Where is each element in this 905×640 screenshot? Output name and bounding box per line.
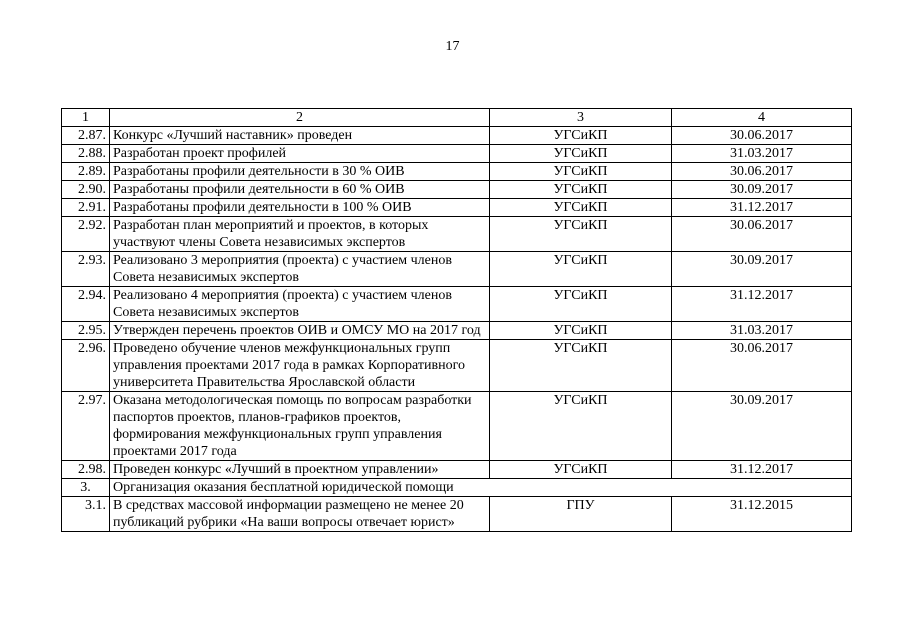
row-number: 2.96. — [62, 340, 110, 392]
header-cell-2: 2 — [110, 109, 490, 127]
table-header-row — [62, 109, 852, 127]
row-responsible: УГСиКП — [490, 392, 672, 461]
table-row — [62, 322, 852, 340]
row-number: 2.90. — [62, 181, 110, 199]
row-description: Разработаны профили деятельности в 30 % ОИВ — [110, 163, 490, 181]
row-number: 2.91. — [62, 199, 110, 217]
table-row — [62, 392, 852, 461]
row-date: 31.03.2017 — [672, 145, 852, 163]
row-responsible: УГСиКП — [490, 163, 672, 181]
table-row — [62, 252, 852, 287]
row-date: 31.12.2015 — [672, 497, 852, 532]
table-row — [62, 163, 852, 181]
header-cell-1: 1 — [62, 109, 110, 127]
row-number: 2.98. — [62, 461, 110, 479]
table-row — [62, 497, 852, 532]
row-date: 30.09.2017 — [672, 252, 852, 287]
row-responsible: УГСиКП — [490, 340, 672, 392]
table-row — [62, 287, 852, 322]
row-date: 31.12.2017 — [672, 199, 852, 217]
row-responsible: УГСиКП — [490, 199, 672, 217]
table-row — [62, 127, 852, 145]
row-date: 31.12.2017 — [672, 461, 852, 479]
row-responsible: УГСиКП — [490, 181, 672, 199]
row-description: Реализовано 3 мероприятия (проекта) с участием членов Совета независимых экспертов — [110, 252, 490, 287]
row-date: 31.12.2017 — [672, 287, 852, 322]
row-description: Реализовано 4 мероприятия (проекта) с участием членов Совета независимых экспертов — [110, 287, 490, 322]
row-date: 31.03.2017 — [672, 322, 852, 340]
row-date: 30.09.2017 — [672, 181, 852, 199]
table-row — [62, 181, 852, 199]
row-responsible: УГСиКП — [490, 127, 672, 145]
row-number: 2.88. — [62, 145, 110, 163]
header-cell-3: 3 — [490, 109, 672, 127]
row-number: 2.95. — [62, 322, 110, 340]
page-number: 17 — [445, 39, 460, 54]
row-description: Разработаны профили деятельности в 100 % ОИВ — [110, 199, 490, 217]
table-row — [62, 461, 852, 479]
row-description: Разработаны профили деятельности в 60 % ОИВ — [110, 181, 490, 199]
row-date: 30.06.2017 — [672, 127, 852, 145]
row-number: 2.94. — [62, 287, 110, 322]
row-responsible: УГСиКП — [490, 461, 672, 479]
section-number: 3. — [62, 479, 110, 497]
row-responsible: ГПУ — [490, 497, 672, 532]
row-responsible: УГСиКП — [490, 287, 672, 322]
row-date: 30.09.2017 — [672, 392, 852, 461]
section-title: Организация оказания бесплатной юридической помощи — [110, 479, 852, 497]
section-row — [62, 479, 852, 497]
table-row — [62, 145, 852, 163]
row-description: В средствах массовой информации размещено не менее 20 публикаций рубрики «На ваши вопросы отвечает юрист» — [110, 497, 490, 532]
row-description: Оказана методологическая помощь по вопросам разработки паспортов проектов, планов-графиков проектов, формирования межфункциональных групп управления проектами 2017 года — [110, 392, 490, 461]
row-responsible: УГСиКП — [490, 145, 672, 163]
row-number: 2.97. — [62, 392, 110, 461]
row-number: 3.1. — [62, 497, 110, 532]
row-responsible: УГСиКП — [490, 252, 672, 287]
row-responsible: УГСиКП — [490, 322, 672, 340]
table-row — [62, 340, 852, 392]
row-responsible: УГСиКП — [490, 217, 672, 252]
row-description: Проведено обучение членов межфункциональных групп управления проектами 2017 года в рамках Корпоративного университета Правительства Ярославской области — [110, 340, 490, 392]
row-description: Проведен конкурс «Лучший в проектном управлении» — [110, 461, 490, 479]
header-cell-4: 4 — [672, 109, 852, 127]
row-description: Разработан проект профилей — [110, 145, 490, 163]
row-description: Конкурс «Лучший наставник» проведен — [110, 127, 490, 145]
table-row — [62, 199, 852, 217]
row-number: 2.87. — [62, 127, 110, 145]
row-date: 30.06.2017 — [672, 163, 852, 181]
row-number: 2.93. — [62, 252, 110, 287]
row-number: 2.92. — [62, 217, 110, 252]
table-row — [62, 217, 852, 252]
row-date: 30.06.2017 — [672, 340, 852, 392]
row-description: Разработан план мероприятий и проектов, в которых участвуют члены Совета независимых экспертов — [110, 217, 490, 252]
row-description: Утвержден перечень проектов ОИВ и ОМСУ МО на 2017 год — [110, 322, 490, 340]
row-number: 2.89. — [62, 163, 110, 181]
row-date: 30.06.2017 — [672, 217, 852, 252]
plan-table — [61, 108, 852, 532]
